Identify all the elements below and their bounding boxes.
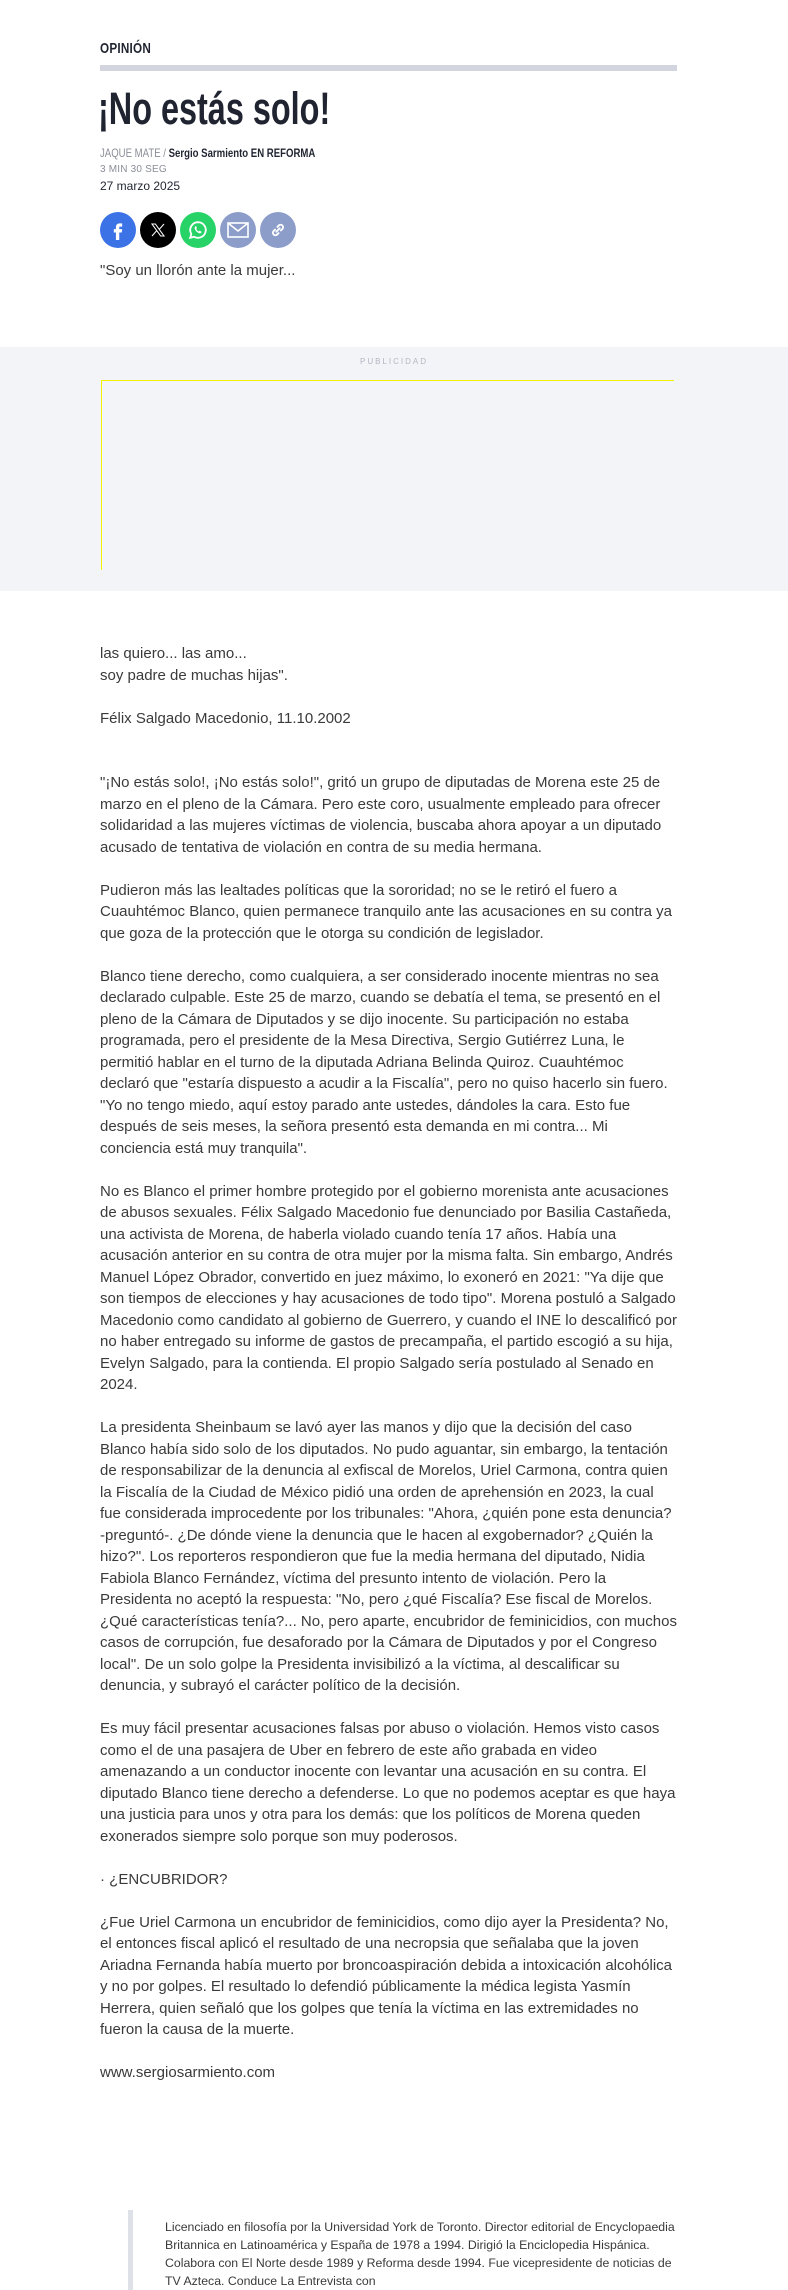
facebook-icon (108, 220, 128, 240)
whatsapp-icon (187, 219, 209, 241)
section-label[interactable]: OPINIÓN (100, 40, 152, 57)
article-paragraph: Pudieron más las lealtades políticas que la sororidad; no se le retiró el fuero a Cuauhtémoc Blanco, quien permanece tranquilo ante las acusaciones en su contra ya que goza de la protección que le otorga su condición de legislador. (100, 881, 673, 942)
epigraph (100, 643, 677, 686)
advertisement-label: PUBLICIDAD (359, 357, 428, 366)
epigraph-line: las quiero... las amo... (100, 645, 247, 662)
article-paragraph: Blanco tiene derecho, como cualquiera, a ser considerado inocente mientras no sea declarado culpable. Este 25 de marzo, cuando se debatía el tema, se presentó en el pleno de la Cámara de Diputados y se dijo inocente. Su participación no estaba programada, pero el presidente de la Mesa Directiva, Sergio Gutiérrez Luna, le permitió hablar en el turno de la diputada Adriana Belinda Quiroz. Cuauhtémoc declaró que "estaría dispuesto a acudir a la Fiscalía", pero no quiso hacerlo sin fuero. "Yo no tengo miedo, aquí estoy parado ante ustedes, dándoles la cara. Esto fue después de seis meses, la señora presentó esta demanda en mi contra... Mi conciencia está muy tranquila". (100, 967, 668, 1157)
author-bio (128, 2210, 685, 2290)
share-x-button[interactable] (140, 212, 176, 248)
article-paragraph: La presidenta Sheinbaum se lavó ayer las manos y dijo que la decisión del caso Blanco había sido solo de los diputados. No pudo aguantar, sin embargo, la tentación de responsabilizar de la denuncia al exfiscal de Morelos, Uriel Carmona, contra quien la Fiscalía de la Ciudad de México pidió una orden de aprehensión en 2023, la cual fue considerada improcedente por los tribunales: "Ahora, ¿quién pone esta denuncia? -preguntó-. ¿De dónde viene la denuncia que le hacen al exgobernador? ¿Quién la hizo?". Los reporteros respondieron que fue la media hermana del diputado, Nidia Fabiola Blanco Fernández, víctima del presunto intento de violación. Pero la Presidenta no aceptó la respuesta: "No, pero ¿qué Fiscalía? Ese fiscal de Morelos. ¿Qué características tenía?... No, pero aparte, encubridor de feminicidios, con muchos casos de corrupción, fue desaforado por la Cámara de Diputados y por el Congreso local". De un solo golpe la Presidenta invisibilizó a la víctima, al descalificar su denuncia, y subrayó el carácter político de la decisión. (100, 1419, 677, 1694)
article-subheading: · ¿ENCUBRIDOR? (100, 1870, 228, 1888)
epigraph-source: Félix Salgado Macedonio, 11.10.2002 (100, 709, 351, 727)
article-lead: "Soy un llorón ante la mujer... (100, 262, 296, 279)
publish-date: 27 marzo 2025 (100, 179, 181, 193)
article-paragraph: ¿Fue Uriel Carmona un encubridor de feminicidios, como dijo ayer la Presidenta? No, el entonces fiscal aplicó el resultado de una necropsia que señalaba que la joven Ariadna Fernanda había muerto por broncoaspiración debida a intoxicación alcohólica y no por golpes. El resultado lo defendió públicamente la médica legista Yasmín Herrera, quien señaló que los golpes que tenía la víctima en las extremidades no fueron la causa de la muerte. (100, 1913, 673, 2038)
author-name[interactable]: Sergio Sarmiento EN REFORMA (168, 146, 316, 160)
link-icon (268, 220, 288, 240)
article-body (100, 643, 677, 2105)
share-bar (100, 212, 296, 248)
section-divider (100, 65, 677, 71)
share-copy-link-button[interactable] (260, 212, 296, 248)
advertisement-slot[interactable] (101, 380, 674, 570)
share-facebook-button[interactable] (100, 212, 136, 248)
epigraph-line: soy padre de muchas hijas". (100, 666, 288, 684)
article-paragraph: "¡No estás solo!, ¡No estás solo!", gritó un grupo de diputadas de Morena este 25 de marzo en el pleno de la Cámara. Pero este coro, usualmente empleado para ofrecer solidaridad a las mujeres víctimas de violencia, buscaba ahora apoyar a un diputado acusado de tentativa de violación en contra de su media hermana. (100, 774, 662, 856)
mail-icon (227, 222, 249, 238)
article-paragraph: Es muy fácil presentar acusaciones falsas por abuso o violación. Hemos visto casos como el de una pasajera de Uber en febrero de este año grabada en video amenazando a un conductor inocente con levantar una acusación en su contra. El diputado Blanco tiene derecho a defenderse. Lo que no podemos aceptar es que haya una justicia para unos y otra para los demás: que los políticos de Morena queden exonerados siempre solo porque son muy poderosos. (100, 1720, 676, 1845)
author-website: www.sergiosarmiento.com (100, 2064, 276, 2081)
author-bio-text: Licenciado en filosofía por la Universidad York de Toronto. Director editorial de Encyclopaedia Britannica en Latinoamérica y España de 1978 a 1994. Dirigió la Enciclopedia Hispánica. Colabora con El Norte desde 1989 y Reforma desde 1994. Fue vicepresidente de noticias de TV Azteca. Conduce La Entrevista con (165, 2220, 675, 2288)
column-name[interactable]: JAQUE MATE / (100, 146, 166, 160)
share-email-button[interactable] (220, 212, 256, 248)
x-icon (150, 222, 166, 238)
read-time: 3 MIN 30 SEG (100, 164, 167, 175)
article-paragraph: No es Blanco el primer hombre protegido por el gobierno morenista ante acusaciones de abusos sexuales. Félix Salgado Macedonio fue denunciado por Basilia Castañeda, una activista de Morena, de haberla violado cuando tenía 17 años. Había una acusación anterior en su contra de otra mujer por la misma falta. Sin embargo, Andrés Manuel López Obrador, convertido en juez máximo, lo exoneró en 2021: "Ya dije que son tiempos de elecciones y hay acusaciones de todo tipo". Morena postuló a Salgado Macedonio como candidato al gobierno de Guerrero, y cuando el INE lo descalificó por no haber entregado su informe de gastos de precampaña, el partido escogió a su hija, Evelyn Salgado, para la contienda. El propio Salgado sería postulado al Senado en 2024. (100, 1182, 678, 1393)
byline (100, 146, 315, 160)
share-whatsapp-button[interactable] (180, 212, 216, 248)
article-title: ¡No estás solo! (98, 83, 331, 134)
